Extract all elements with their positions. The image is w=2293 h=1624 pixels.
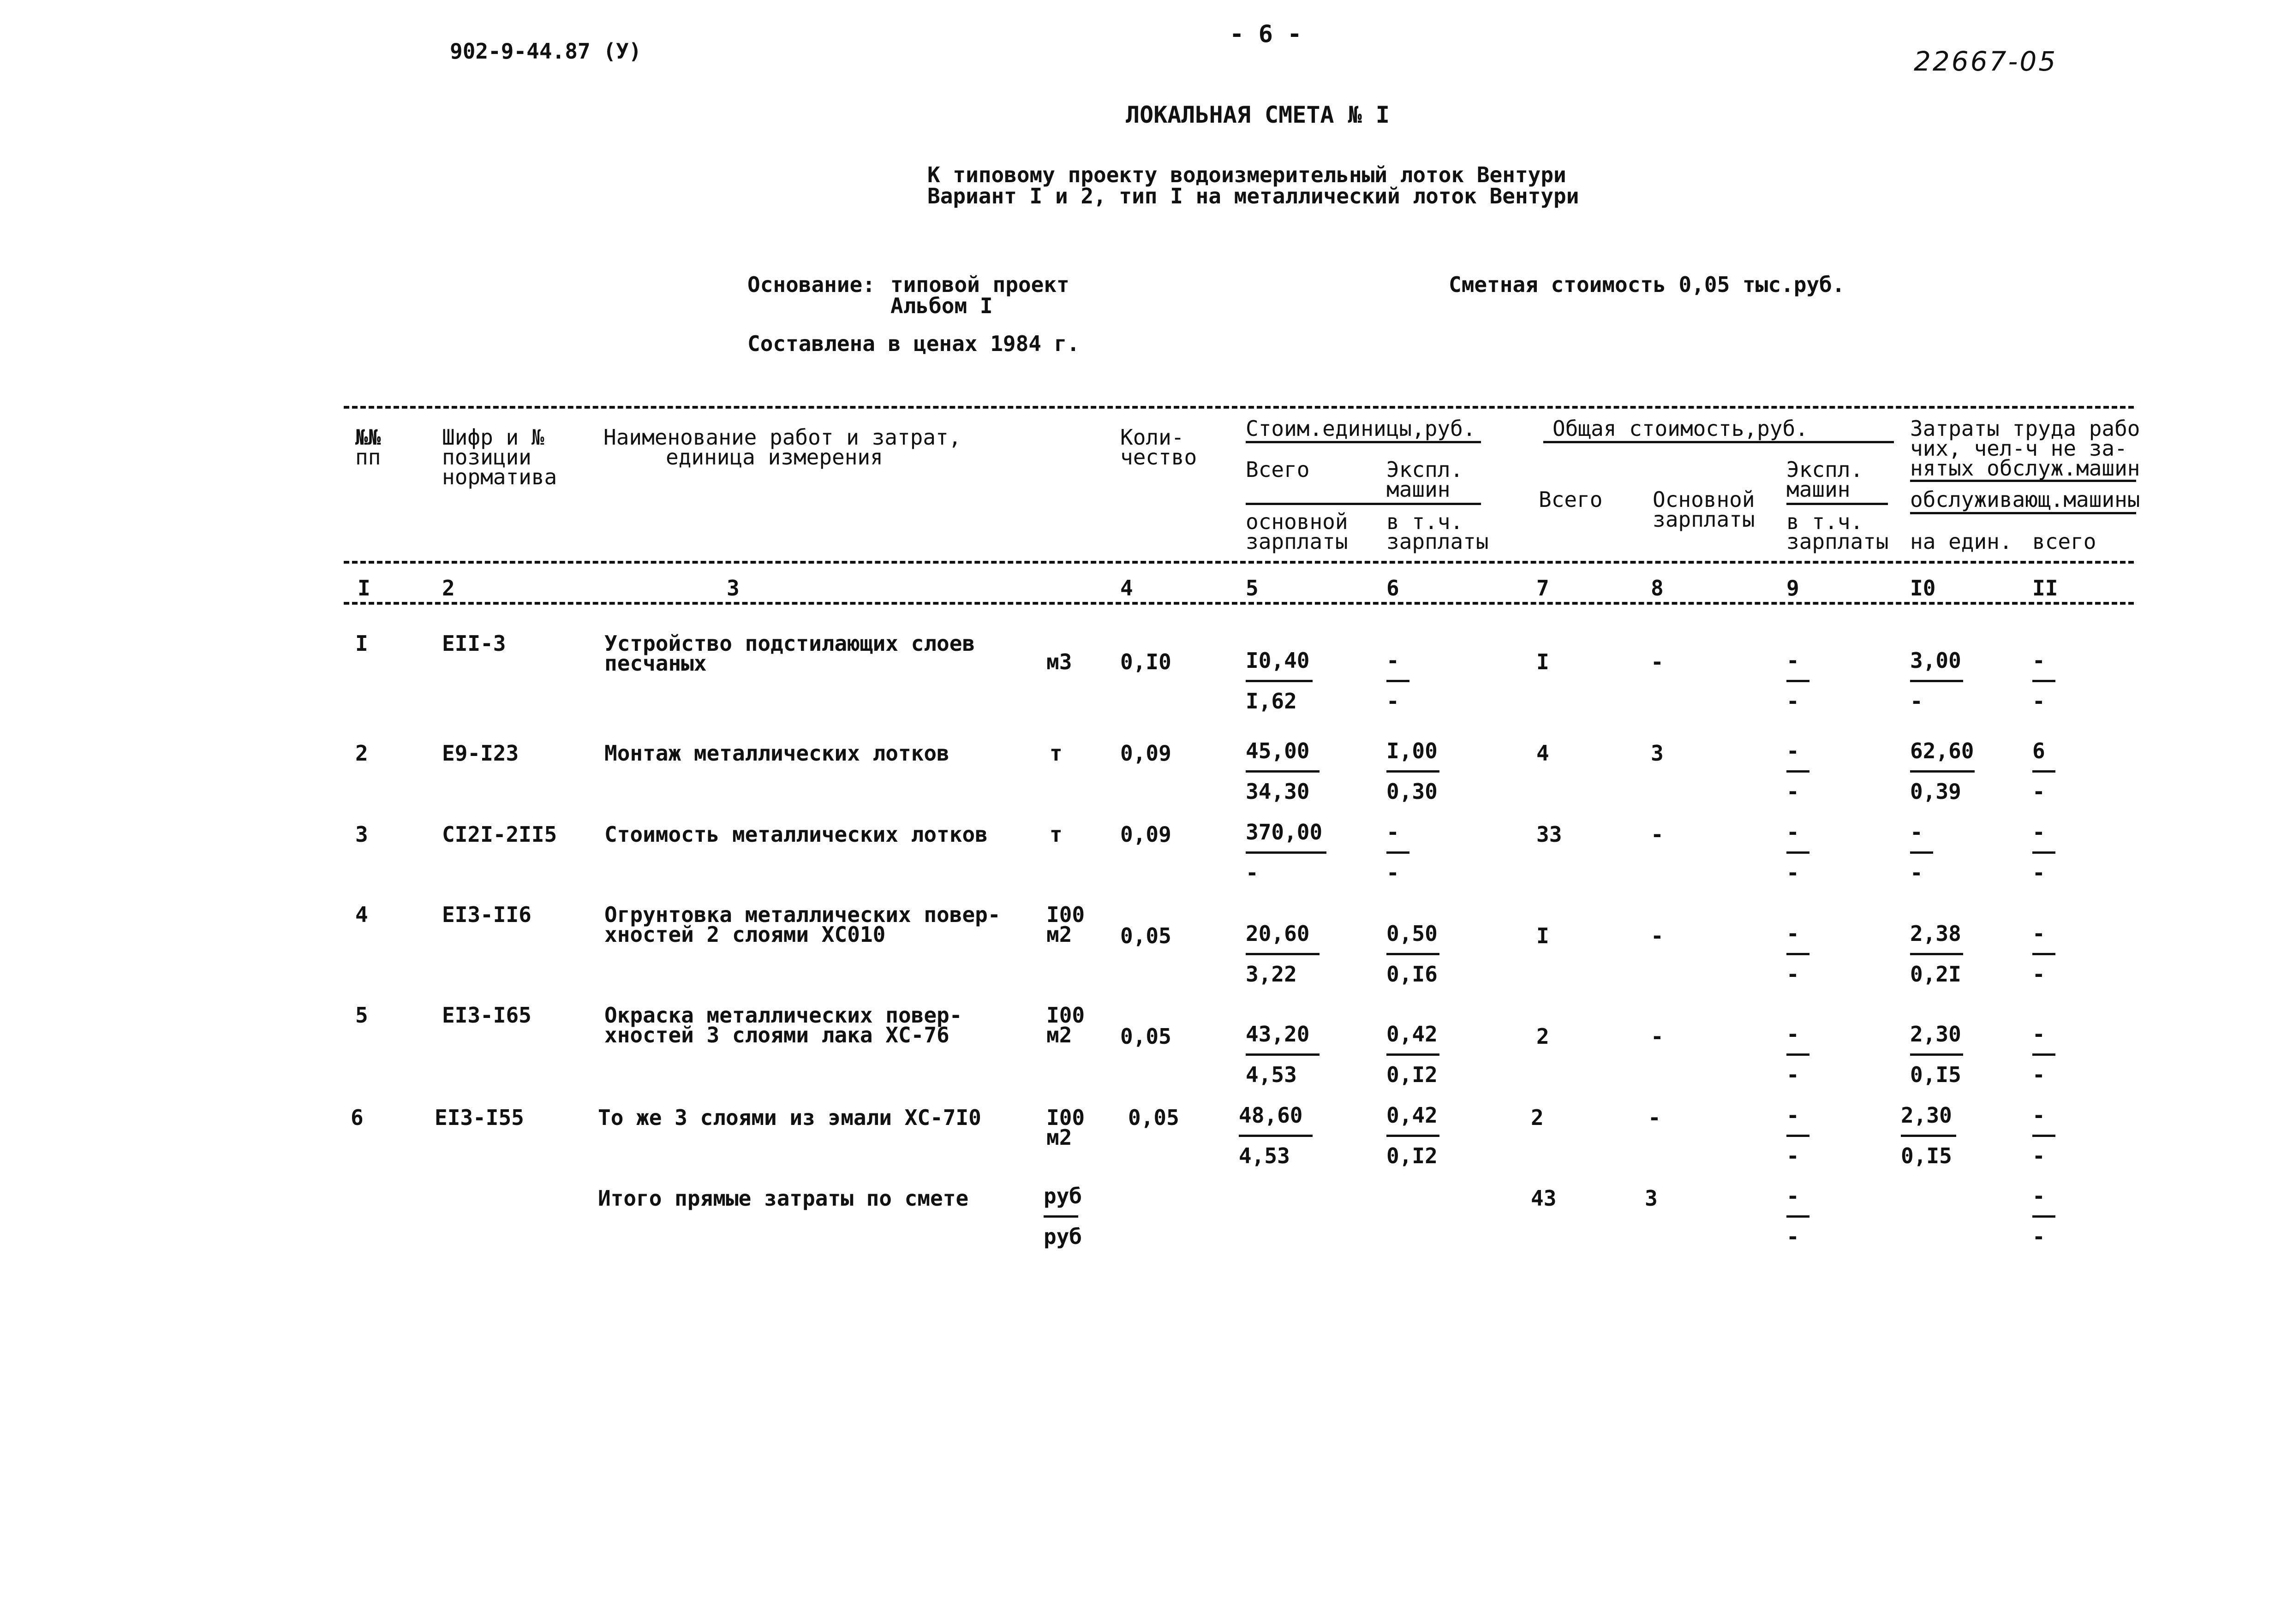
unit-cost-total — [1246, 648, 1309, 714]
row-number: 2 — [355, 741, 368, 766]
unit-total-header: Всего — [1246, 457, 1310, 482]
quantity: 0,I0 — [1120, 649, 1171, 674]
total-wages: - — [1651, 1024, 1664, 1049]
labor-per-unit-bottom: 0,I5 — [1901, 1143, 1952, 1168]
col-no-header-1: №№ — [355, 425, 381, 450]
labor-total-bottom: - — [2032, 1143, 2045, 1168]
unit-cost-machines-bottom: - — [1386, 689, 1399, 714]
labor-per-unit-top: 3,00 — [1910, 648, 1961, 673]
labor-per-unit-top: - — [1910, 820, 1923, 845]
col-code-header-1: Шифр и № — [442, 425, 544, 450]
unit-cost-total-bottom: 34,30 — [1246, 779, 1310, 804]
summary-unit-top: руб — [1044, 1184, 1082, 1208]
unit-cost-total-top: 20,60 — [1246, 921, 1310, 946]
unit-cost-machines-top: 0,42 — [1386, 1022, 1438, 1047]
work-name-line-1: Окраска металлических повер- — [604, 1003, 962, 1028]
work-name-line-2: песчаных — [604, 651, 707, 676]
labor-header-underline-2 — [1910, 512, 2136, 514]
labor-per-unit — [1910, 921, 1961, 987]
summary-unit — [1044, 1183, 1082, 1249]
row-number: 4 — [355, 902, 368, 927]
estimated-cost: Сметная стоимость 0,05 тыс.руб. — [1449, 272, 1845, 297]
unit-wages-header-2: зарплаты — [1246, 529, 1348, 554]
labor-per-unit-bottom: 0,39 — [1910, 779, 1961, 804]
norm-code: EI3-II6 — [442, 902, 531, 927]
labor-total — [2032, 648, 2045, 714]
total-mach-header-1: Экспл. — [1786, 457, 1863, 482]
total-machines-bottom: - — [1786, 860, 1799, 885]
labor-total-top: - — [2032, 648, 2045, 673]
norm-code: EII-3 — [442, 631, 506, 656]
total-machines-bottom: - — [1786, 689, 1799, 714]
unit-cost-machines — [1386, 819, 1399, 886]
total-machines-top: - — [1786, 648, 1799, 673]
unit-cost-machines-bottom: - — [1386, 860, 1399, 885]
summary-unit-bottom: руб — [1044, 1224, 1082, 1249]
total-wages: - — [1651, 822, 1664, 847]
summary-labor-total-bottom: - — [2032, 1224, 2045, 1249]
unit-cost-machines-bottom: 0,I2 — [1386, 1143, 1438, 1168]
quantity: 0,05 — [1128, 1105, 1179, 1130]
subtitle-line-1: К типовому проекту водоизмерительный лоток Вентури — [927, 162, 1566, 187]
unit-of-measure: I00 — [1046, 1003, 1085, 1028]
unit-cost-total — [1239, 1102, 1302, 1169]
column-number: 6 — [1386, 576, 1399, 601]
table-top-rule — [344, 406, 2134, 409]
unit-cost-total-bottom: 4,53 — [1239, 1143, 1290, 1168]
norm-code: CI2I-2II5 — [442, 822, 557, 847]
labor-total-bottom: - — [2032, 962, 2045, 987]
total-cost-group-underline — [1543, 441, 1894, 443]
total-total-header: Всего — [1539, 487, 1603, 512]
work-name-line-1: Огрунтовка металлических повер- — [604, 902, 1001, 927]
unit-cost-group-header: Стоим.единицы,руб. — [1246, 416, 1476, 441]
total-wages: - — [1651, 923, 1664, 948]
row-number: I — [355, 631, 368, 656]
labor-per-unit-bottom: 0,I5 — [1910, 1062, 1961, 1087]
page-number: - 6 - — [1230, 20, 1302, 48]
unit-cost-total-bottom: 4,53 — [1246, 1062, 1297, 1087]
labor-total-bottom: - — [2032, 779, 2045, 804]
labor-total — [2032, 738, 2045, 804]
total-cost: 2 — [1531, 1105, 1544, 1130]
labor-per-unit — [1910, 1021, 1961, 1088]
unit-cost-machines — [1386, 1021, 1438, 1088]
labor-header-1: Затраты труда рабо — [1910, 416, 2140, 441]
column-number: 5 — [1246, 576, 1259, 601]
work-name-line-1: Монтаж металлических лотков — [604, 741, 949, 766]
quantity: 0,05 — [1120, 923, 1171, 948]
work-name-line-2: хностей 3 слоями лака ХС-76 — [604, 1023, 949, 1047]
price-basis: Составлена в ценах 1984 г. — [747, 331, 1080, 356]
total-cost-group-header: Общая стоимость,руб. — [1553, 416, 1808, 441]
total-cost: I — [1536, 649, 1549, 674]
labor-per-unit-top: 2,30 — [1910, 1022, 1961, 1047]
unit-mach-wages-header-1: в т.ч. — [1386, 509, 1463, 534]
header-bottom-rule — [344, 561, 2134, 564]
unit-cost-machines-bottom: 0,I6 — [1386, 962, 1438, 987]
unit-of-measure-2: м2 — [1046, 922, 1072, 947]
project-code: 902-9-44.87 (У) — [450, 39, 642, 64]
total-machines-bottom: - — [1786, 962, 1799, 987]
labor-total-top: 6 — [2032, 738, 2045, 763]
unit-of-measure-2: м2 — [1046, 1125, 1072, 1150]
labor-total-bottom: - — [2032, 1062, 2045, 1087]
quantity: 0,09 — [1120, 741, 1171, 766]
column-number: I — [358, 576, 370, 601]
total-machines-top: - — [1786, 820, 1799, 845]
unit-cost-total-top: I0,40 — [1246, 648, 1310, 673]
unit-cost-total — [1246, 819, 1322, 886]
total-mach-wages-header-2: зарплаты — [1786, 529, 1889, 554]
labor-total-bottom: - — [2032, 860, 2045, 885]
total-cost: 33 — [1536, 822, 1562, 847]
unit-cost-total-top: 43,20 — [1246, 1022, 1310, 1047]
total-machines — [1786, 921, 1799, 987]
norm-code: EI3-I65 — [442, 1003, 531, 1028]
labor-per-unit-bottom: - — [1910, 860, 1923, 885]
unit-cost-machines-top: 0,50 — [1386, 921, 1438, 946]
unit-mach-header-1: Экспл. — [1386, 457, 1463, 482]
work-name-line-2: хностей 2 слоями ХС010 — [604, 922, 886, 947]
column-number: I0 — [1910, 576, 1936, 601]
basis-label: Основание: — [747, 272, 875, 297]
labor-total-top: - — [2032, 921, 2045, 946]
unit-cost-total — [1246, 1021, 1309, 1088]
labor-per-unit — [1910, 648, 1961, 714]
work-name-line-1: Стоимость металлических лотков — [604, 822, 988, 847]
column-number: 2 — [442, 576, 455, 601]
unit-mach-wages-header-2: зарплаты — [1386, 529, 1489, 554]
unit-of-measure-2: м2 — [1046, 1023, 1072, 1047]
total-machines — [1786, 819, 1799, 886]
basis-value-line-1: типовой проект — [890, 272, 1069, 297]
total-machines — [1786, 648, 1799, 714]
summary-machines-bottom: - — [1786, 1224, 1799, 1249]
total-mach-wages-header-1: в т.ч. — [1786, 509, 1863, 534]
unit-cost-machines-top: - — [1386, 648, 1399, 673]
basis-value-line-2: Альбом I — [890, 293, 993, 318]
unit-wages-header-1: основной — [1246, 509, 1348, 534]
total-machines-top: - — [1786, 1103, 1799, 1128]
column-number: 4 — [1120, 576, 1133, 601]
labor-total — [2032, 1102, 2045, 1169]
col-qty-header-1: Коли- — [1120, 425, 1184, 450]
row-number: 3 — [355, 822, 368, 847]
total-machines — [1786, 1102, 1799, 1169]
column-number: 8 — [1651, 576, 1664, 601]
labor-total-header: всего — [2032, 529, 2096, 554]
norm-code: EI3-I55 — [435, 1105, 524, 1130]
summary-labor-total-top: - — [2032, 1184, 2045, 1208]
unit-cost-total-top: 370,00 — [1246, 820, 1323, 845]
work-name-line-1: То же 3 слоями из эмали ХС-7I0 — [598, 1105, 981, 1130]
summary-machines-top: - — [1786, 1184, 1799, 1208]
total-cost: I — [1536, 923, 1549, 948]
labor-per-unit-top: 2,30 — [1901, 1103, 1952, 1128]
col-no-header-2: пп — [355, 445, 381, 470]
column-number-rule — [344, 602, 2134, 605]
column-number: 9 — [1786, 576, 1799, 601]
unit-cost-total — [1246, 738, 1309, 804]
unit-cost-machines-top: I,00 — [1386, 738, 1438, 763]
unit-cost-machines-top: 0,42 — [1386, 1103, 1438, 1128]
total-machines-bottom: - — [1786, 1062, 1799, 1087]
summary-total-wages: 3 — [1645, 1186, 1658, 1211]
total-machines-top: - — [1786, 921, 1799, 946]
summary-machines — [1786, 1183, 1799, 1249]
unit-cost-machines-top: - — [1386, 820, 1399, 845]
unit-cost-machines — [1386, 921, 1438, 987]
col-name-header-2: единица измерения — [666, 445, 883, 470]
labor-header-4: обслуживающ.машины — [1910, 487, 2140, 512]
unit-cost-group-underline — [1246, 441, 1481, 443]
total-machines — [1786, 1021, 1799, 1088]
quantity: 0,05 — [1120, 1024, 1171, 1049]
labor-total — [2032, 1021, 2045, 1088]
unit-of-measure: т — [1050, 822, 1063, 847]
total-wages-header-2: зарплаты — [1653, 507, 1755, 532]
total-machines-top: - — [1786, 1022, 1799, 1047]
total-wages: - — [1651, 649, 1664, 674]
unit-of-measure: м3 — [1046, 649, 1072, 674]
unit-cost-machines — [1386, 1102, 1438, 1169]
labor-total-top: - — [2032, 820, 2045, 845]
work-name-line-1: Устройство подстилающих слоев — [604, 631, 975, 656]
labor-per-unit — [1910, 738, 1974, 804]
total-wages: - — [1648, 1105, 1661, 1130]
labor-per-unit-top: 2,38 — [1910, 921, 1961, 946]
labor-total — [2032, 921, 2045, 987]
labor-header-3: нятых обслуж.машин — [1910, 456, 2140, 481]
unit-cost-total-bottom: 3,22 — [1246, 962, 1297, 987]
unit-of-measure: I00 — [1046, 1105, 1085, 1130]
norm-code: E9-I23 — [442, 741, 519, 766]
total-machines-top: - — [1786, 738, 1799, 763]
total-machines-bottom: - — [1786, 779, 1799, 804]
labor-header-underline-1 — [1910, 480, 2136, 482]
unit-cost-machines-bottom: 0,I2 — [1386, 1062, 1438, 1087]
labor-per-unit-top: 62,60 — [1910, 738, 1974, 763]
total-cost: 2 — [1536, 1024, 1549, 1049]
unit-cost-machines-bottom: 0,30 — [1386, 779, 1438, 804]
col-code-header-3: норматива — [442, 464, 557, 489]
column-number: II — [2032, 576, 2058, 601]
summary-labor-total — [2032, 1183, 2045, 1249]
row-number: 6 — [351, 1105, 364, 1130]
unit-cost-total — [1246, 921, 1309, 987]
total-machines-bottom: - — [1786, 1143, 1799, 1168]
labor-total — [2032, 819, 2045, 886]
total-mach-split-rule — [1786, 503, 1888, 505]
unit-cost-split-rule — [1246, 503, 1481, 505]
labor-total-top: - — [2032, 1103, 2045, 1128]
document-title: ЛОКАЛЬНАЯ СМЕТА № I — [1126, 101, 1390, 128]
labor-total-top: - — [2032, 1022, 2045, 1047]
total-mach-header-2: машин — [1786, 477, 1851, 502]
col-qty-header-2: чество — [1120, 445, 1197, 470]
col-name-header-1: Наименование работ и затрат, — [603, 425, 961, 450]
unit-cost-machines — [1386, 738, 1438, 804]
unit-of-measure: т — [1050, 741, 1063, 766]
total-wages-header-1: Основной — [1653, 487, 1755, 512]
col-code-header-2: позиции — [442, 445, 531, 470]
column-number: 7 — [1536, 576, 1549, 601]
unit-cost-machines — [1386, 648, 1399, 714]
unit-cost-total-bottom: I,62 — [1246, 689, 1297, 714]
total-machines — [1786, 738, 1799, 804]
labor-per-unit-bottom: - — [1910, 689, 1923, 714]
total-wages: 3 — [1651, 741, 1664, 766]
labor-header-2: чих, чел-ч не за- — [1910, 436, 2127, 461]
summary-total-cost: 43 — [1531, 1186, 1557, 1211]
unit-mach-header-2: машин — [1386, 477, 1451, 502]
row-number: 5 — [355, 1003, 368, 1028]
subtitle-line-2: Вариант I и 2, тип I на металлический лоток Вентури — [927, 184, 1579, 208]
document-number: 22667-05 — [1914, 46, 2058, 77]
quantity: 0,09 — [1120, 822, 1171, 847]
total-cost: 4 — [1536, 741, 1549, 766]
summary-label: Итого прямые затраты по смете — [598, 1186, 969, 1211]
labor-per-unit-header: на един. — [1910, 529, 2012, 554]
labor-per-unit — [1901, 1102, 1952, 1169]
unit-of-measure: I00 — [1046, 902, 1085, 927]
column-number: 3 — [727, 576, 740, 601]
labor-total-bottom: - — [2032, 689, 2045, 714]
unit-cost-total-bottom: - — [1246, 860, 1259, 885]
labor-per-unit-bottom: 0,2I — [1910, 962, 1961, 987]
unit-cost-total-top: 45,00 — [1246, 738, 1310, 763]
labor-per-unit — [1910, 819, 1923, 886]
unit-cost-total-top: 48,60 — [1239, 1103, 1303, 1128]
